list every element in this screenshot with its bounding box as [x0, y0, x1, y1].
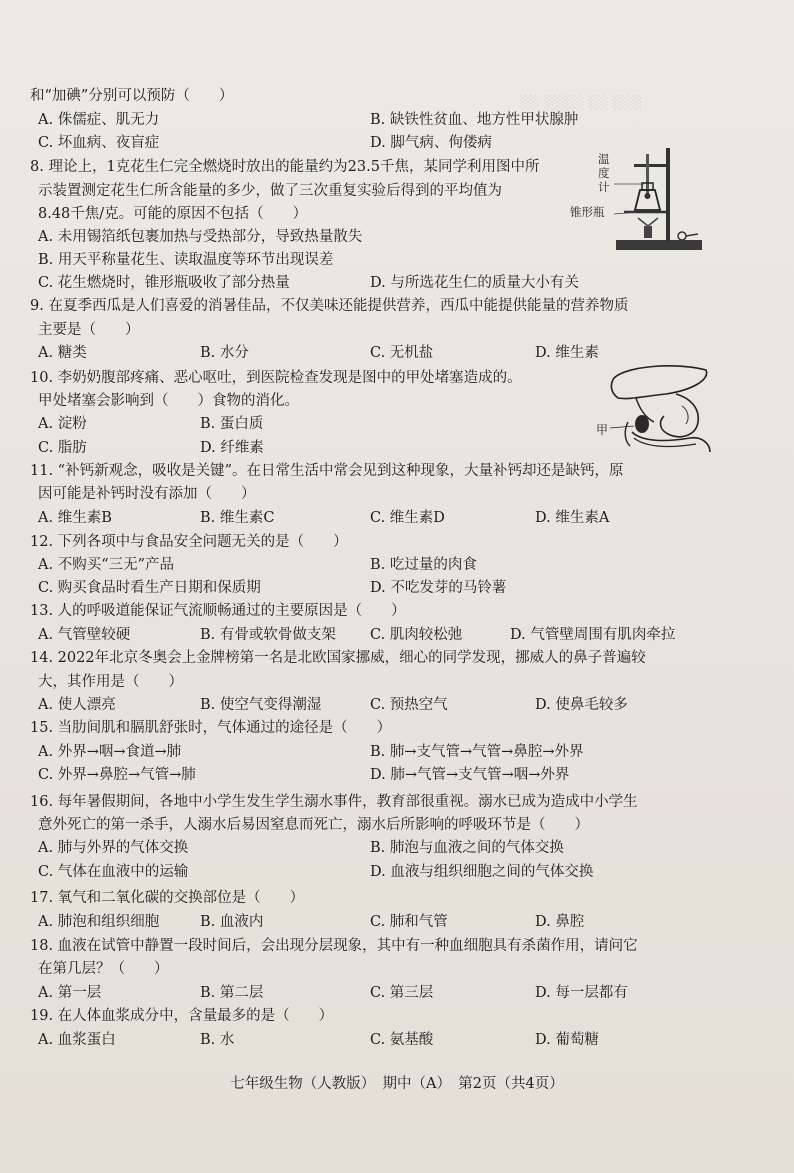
q7-option-d: D. 脚气病、佝偻病 [370, 135, 492, 151]
q16-option-a: A. 肺与外界的气体交换 [38, 840, 189, 856]
q7-stem: 和“加碘”分别可以预防（ ） [30, 88, 234, 104]
q8-option-d: D. 与所选花生仁的质量大小有关 [370, 275, 579, 291]
q18-stem-line2: 在第几层？（ ） [38, 961, 169, 977]
q17-option-c: C. 肺和气管 [370, 914, 448, 930]
q16-stem-line1: 16. 每年暑假期间，各地中小学生发生学生溺水事件，教育部很重视。溺水已成为造成中小学生 [30, 794, 638, 810]
digestive-organ-figure [606, 360, 716, 460]
q19-option-c: C. 氨基酸 [370, 1032, 434, 1048]
q8-stem-line2: 示装置测定花生仁所含能量的多少，做了三次重复实验后得到的平均值为 [38, 183, 502, 199]
q14-option-b: B. 使空气变得潮湿 [200, 697, 322, 713]
q11-option-b: B. 维生素C [200, 510, 275, 526]
q19-option-b: B. 水 [200, 1032, 235, 1048]
q13-option-a: A. 气管壁较硬 [38, 627, 131, 643]
q17-option-d: D. 鼻腔 [535, 914, 585, 930]
q16-option-b: B. 肺泡与血液之间的气体交换 [370, 840, 564, 856]
q12-option-b: B. 吃过量的肉食 [370, 557, 477, 573]
q14-stem-line1: 14. 2022年北京冬奥会上金牌榜第一名是北欧国家挪威，细心的同学发现，挪威人的鼻子普遍较 [30, 650, 646, 666]
q12-option-c: C. 购买食品时看生产日期和保质期 [38, 580, 261, 596]
q17-stem: 17. 氧气和二氧化碳的交换部位是（ ） [30, 890, 305, 906]
q11-option-a: A. 维生素B [38, 510, 112, 526]
q14-option-d: D. 使鼻毛较多 [535, 697, 628, 713]
q19-option-a: A. 血浆蛋白 [38, 1032, 116, 1048]
q7-option-c: C. 坏血病、夜盲症 [38, 135, 160, 151]
q12-option-a: A. 不购买“三无”产品 [38, 557, 175, 573]
q12-option-d: D. 不吃发芽的马铃薯 [370, 580, 507, 596]
q14-stem-line2: 大，其作用是（ ） [38, 674, 183, 690]
fig-label-flask: 锥形瓶 [570, 205, 605, 219]
q13-option-d: D. 气管壁周围有肌肉牵拉 [510, 627, 676, 643]
q9-option-d: D. 维生素 [535, 345, 599, 361]
q7-option-a: A. 侏儒症、肌无力 [38, 112, 160, 128]
q18-option-d: D. 每一层都有 [535, 985, 628, 1001]
q18-option-c: C. 第三层 [370, 985, 434, 1001]
q14-option-a: A. 使人漂亮 [38, 697, 116, 713]
q11-option-c: C. 维生素D [370, 510, 445, 526]
q9-stem-line2: 主要是（ ） [38, 322, 140, 338]
q19-stem: 19. 在人体血浆成分中，含量最多的是（ ） [30, 1008, 334, 1024]
q16-stem-line2: 意外死亡的第一杀手，人溺水后易因窒息而死亡，溺水后所影响的呼吸环节是（ ） [38, 817, 589, 833]
fig-label-thermometer: 温度计 [598, 152, 610, 194]
q12-stem: 12. 下列各项中与食品安全问题无关的是（ ） [30, 534, 348, 550]
q18-option-a: A. 第一层 [38, 985, 102, 1001]
q15-option-c: C. 外界→鼻腔→气管→肺 [38, 767, 196, 783]
q13-stem: 13. 人的呼吸道能保证气流顺畅通过的主要原因是（ ） [30, 603, 406, 619]
q11-stem-line2: 因可能是补钙时没有添加（ ） [38, 486, 256, 502]
q11-option-d: D. 维生素A [535, 510, 610, 526]
q7-option-b: B. 缺铁性贫血、地方性甲状腺肿 [370, 112, 579, 128]
q16-option-d: D. 血液与组织细胞之间的气体交换 [370, 864, 594, 880]
q9-option-a: A. 糖类 [38, 345, 87, 361]
q10-option-c: C. 脂肪 [38, 440, 87, 456]
q9-option-b: B. 水分 [200, 345, 249, 361]
q15-stem: 15. 当肋间肌和膈肌舒张时，气体通过的途径是（ ） [30, 720, 392, 736]
q10-option-b: B. 蛋白质 [200, 416, 264, 432]
q14-option-c: C. 预热空气 [370, 697, 448, 713]
bleed-through: ░░ ░░░░ ░░ ░░░ [520, 96, 643, 111]
q8-stem-line3: 8.48千焦/克。可能的原因不包括（ ） [38, 206, 308, 222]
q13-option-c: C. 肌肉较松弛 [370, 627, 463, 643]
q15-option-a: A. 外界→咽→食道→肺 [38, 744, 182, 760]
q15-option-b: B. 肺→支气管→气管→鼻腔→外界 [370, 744, 584, 760]
fig-label-jia: 甲 [596, 423, 609, 437]
q19-option-d: D. 葡萄糖 [535, 1032, 599, 1048]
q9-option-c: C. 无机盐 [370, 345, 434, 361]
q8-option-c: C. 花生燃烧时，锥形瓶吸收了部分热量 [38, 275, 290, 291]
q18-stem-line1: 18. 血液在试管中静置一段时间后，会出现分层现象，其中有一种血细胞具有杀菌作用，请问它 [30, 938, 638, 954]
q9-stem-line1: 9. 在夏季西瓜是人们喜爱的消暑佳品，不仅美味还能提供营养，西瓜中能提供能量的营养物质 [30, 298, 629, 314]
q10-option-d: D. 纤维素 [200, 440, 264, 456]
q17-option-a: A. 肺泡和组织细胞 [38, 914, 160, 930]
q11-stem-line1: 11. “补钙新观念，吸收是关键”。在日常生活中常会见到这种现象，大量补钙却还是缺钙，原 [30, 463, 624, 479]
q17-option-b: B. 血液内 [200, 914, 264, 930]
q18-option-b: B. 第二层 [200, 985, 264, 1001]
page-footer: 七年级生物（人教版） 期中（A） 第2页（共4页） [230, 1076, 564, 1092]
q10-option-a: A. 淀粉 [38, 416, 87, 432]
q8-stem-line1: 8. 理论上，1克花生仁完全燃烧时放出的能量约为23.5千焦，某同学利用图中所 [30, 159, 540, 175]
q16-option-c: C. 气体在血液中的运输 [38, 864, 189, 880]
q13-option-b: B. 有骨或软骨做支架 [200, 627, 336, 643]
q10-stem-line2: 甲处堵塞会影响到（ ）食物的消化。 [38, 393, 299, 409]
q8-option-b: B. 用天平称量花生、读取温度等环节出现误差 [38, 252, 334, 268]
q15-option-d: D. 肺→气管→支气管→咽→外界 [370, 767, 570, 783]
q10-stem-line1: 10. 李奶奶腹部疼痛、恶心呕吐，到医院检查发现是图中的甲处堵塞造成的。 [30, 370, 522, 386]
q8-option-a: A. 未用锡箔纸包裹加热与受热部分，导致热量散失 [38, 229, 363, 245]
